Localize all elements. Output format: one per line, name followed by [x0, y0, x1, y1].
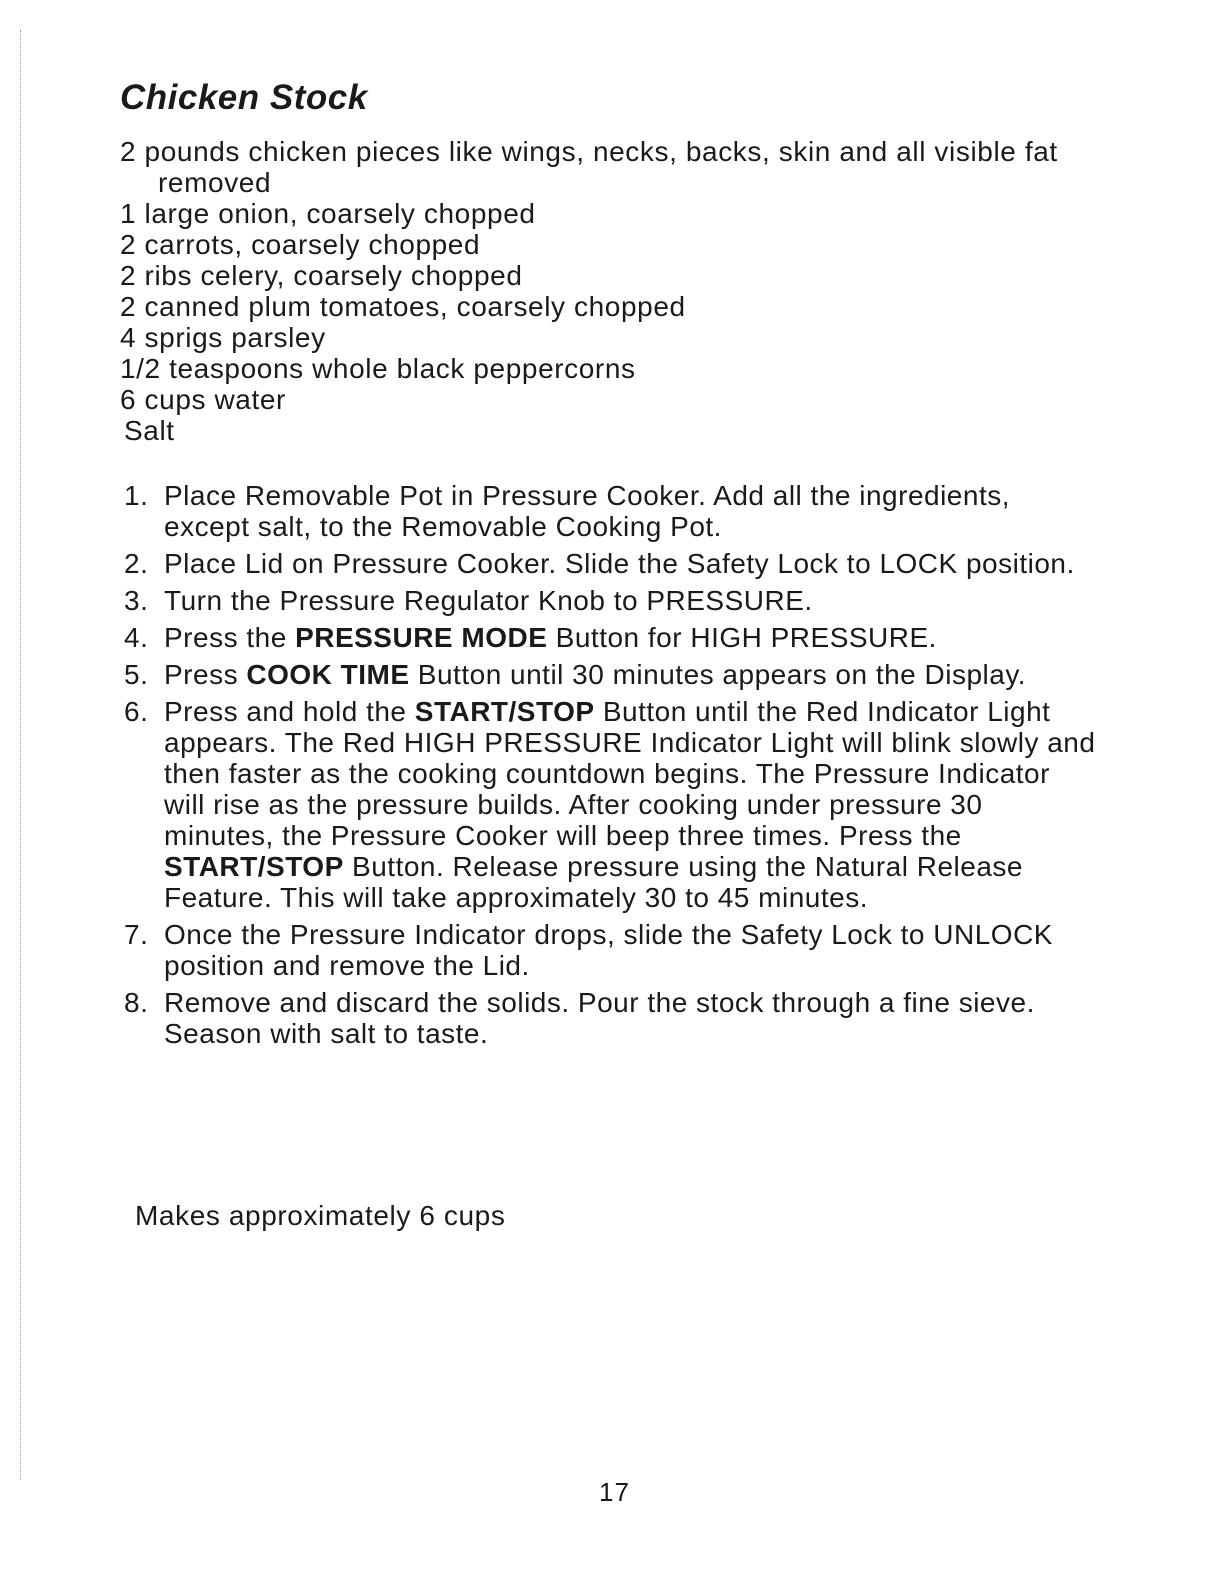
- page-number: 17: [599, 1477, 630, 1507]
- instruction-step: [124, 696, 1099, 913]
- step-text-segment: Once the Pressure Indicator drops, slide the Safety Lock to UNLOCK position and remove the Lid.: [164, 919, 1053, 981]
- button-name: COOK TIME: [246, 659, 410, 690]
- step-number: 5.: [124, 659, 149, 690]
- button-name: START/STOP: [414, 696, 595, 727]
- step-text: [164, 696, 1095, 913]
- ingredient-item: 1 large onion, coarsely chopped: [120, 198, 536, 229]
- button-name: PRESSURE MODE: [295, 622, 548, 653]
- binding-edge: [20, 30, 21, 1480]
- step-text: [164, 919, 1053, 981]
- step-number: 1.: [124, 480, 149, 511]
- ingredient-item: 2 carrots, coarsely chopped: [120, 229, 481, 260]
- recipe-yield: Makes approximately 6 cups: [135, 1200, 506, 1231]
- instruction-step: [124, 659, 1099, 690]
- step-text: [164, 548, 1075, 579]
- step-text-segment: Button for HIGH PRESSURE.: [547, 622, 937, 653]
- step-number: 2.: [124, 548, 149, 579]
- ingredient-item: 2 ribs celery, coarsely chopped: [120, 260, 523, 291]
- instruction-step: [124, 480, 1099, 542]
- step-text-segment: Press and hold the: [164, 696, 415, 727]
- instruction-step: [124, 987, 1099, 1049]
- ingredient-item: 1/2 teaspoons whole black peppercorns: [120, 353, 636, 384]
- step-text: [164, 622, 937, 653]
- instruction-steps: [124, 480, 1099, 1055]
- step-text-segment: Place Removable Pot in Pressure Cooker. Add all the ingredients, except salt, to the Removable Cooking Pot.: [164, 480, 1011, 542]
- button-name: START/STOP: [164, 851, 344, 882]
- step-text-segment: Remove and discard the solids. Pour the stock through a fine sieve. Season with salt to taste.: [164, 987, 1035, 1049]
- instruction-step: [124, 919, 1099, 981]
- step-number: 7.: [124, 919, 149, 950]
- step-number: 6.: [124, 696, 149, 727]
- step-text: [164, 659, 1026, 690]
- step-number: 3.: [124, 585, 149, 616]
- step-text-segment: Button until 30 minutes appears on the Display.: [409, 659, 1027, 690]
- step-text-segment: Press: [164, 659, 247, 690]
- ingredient-item: 2 canned plum tomatoes, coarsely chopped: [120, 291, 686, 322]
- step-number: 8.: [124, 987, 149, 1018]
- step-text: [164, 987, 1035, 1049]
- ingredient-item: 2 pounds chicken pieces like wings, necks, backs, skin and all visible fat removed: [120, 136, 1058, 198]
- step-number: 4.: [124, 622, 149, 653]
- step-text-segment: Button until the Red Indicator Light appears. The Red HIGH PRESSURE Indicator Light will blink slowly and then faster as the cooking countdown begins. The Pressure Indicator will rise as the pressure builds. After cooking under pressure 30 minutes, the Pressure Cooker will beep three times. Press the: [164, 696, 1096, 851]
- recipe-title: Chicken Stock: [120, 78, 368, 117]
- step-text: [164, 585, 813, 616]
- ingredient-item: Salt: [124, 415, 175, 446]
- ingredient-item: 4 sprigs parsley: [120, 322, 326, 353]
- step-text: [164, 480, 1010, 542]
- instruction-step: [124, 585, 1099, 616]
- step-text-segment: Button. Release pressure using the Natural Release Feature. This will take approximately 30 to 45 minutes.: [164, 851, 1023, 913]
- ingredient-list: [120, 136, 1080, 446]
- ingredient-item: 6 cups water: [120, 384, 286, 415]
- step-text-segment: Turn the Pressure Regulator Knob to PRESSURE.: [164, 585, 813, 616]
- step-text-segment: Press the: [164, 622, 296, 653]
- step-text-segment: Place Lid on Pressure Cooker. Slide the Safety Lock to LOCK position.: [164, 548, 1075, 579]
- instruction-step: [124, 622, 1099, 653]
- instruction-step: [124, 548, 1099, 579]
